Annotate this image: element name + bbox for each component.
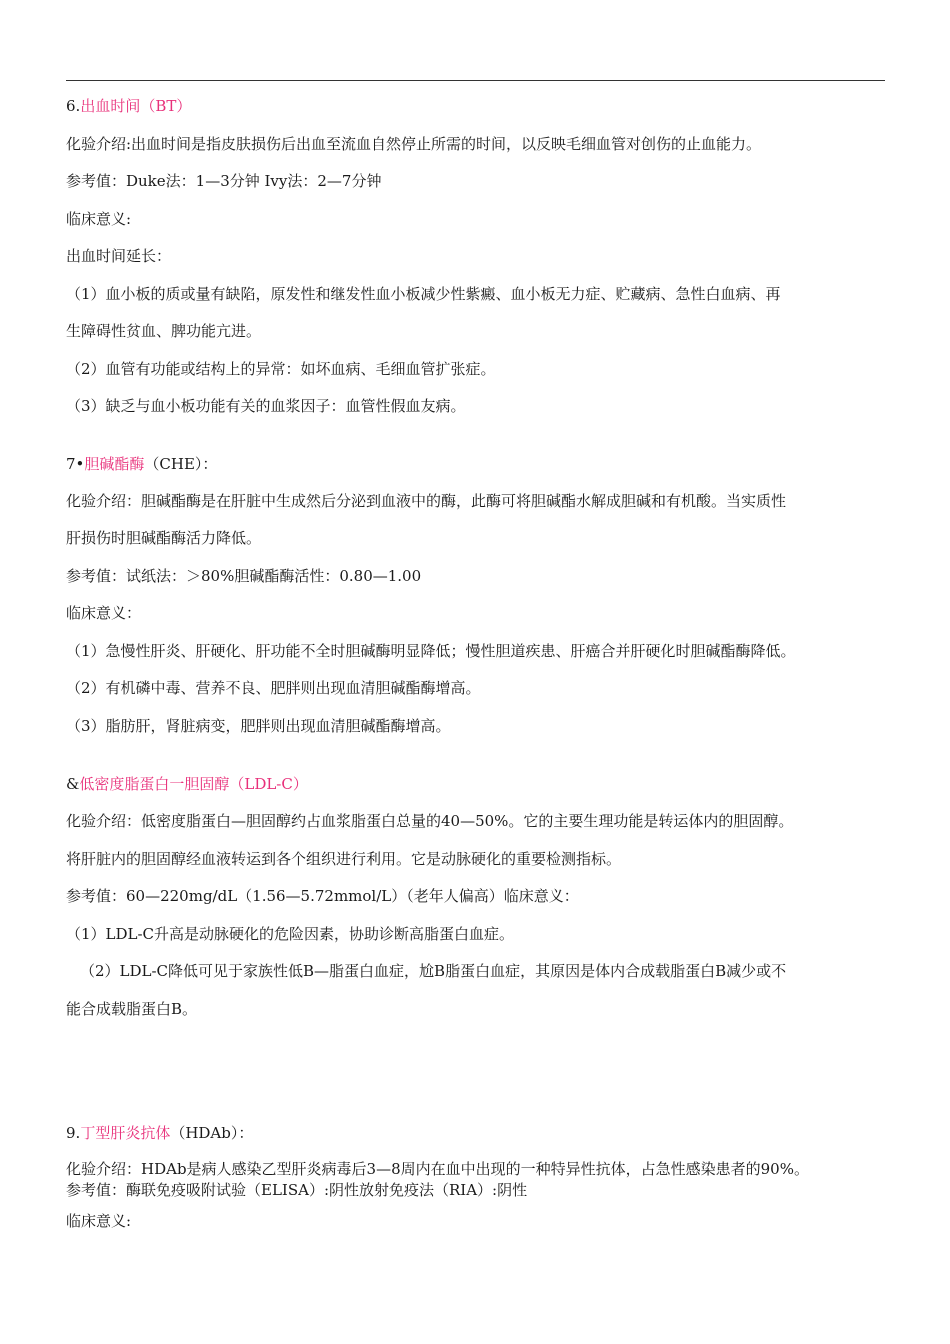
section-7-item: （1）急慢性肝炎、肝硬化、肝功能不全时胆碱酶明显降低；慢性胆道疾患、肝癌合并肝硬化时胆碱酯酶降低。 bbox=[66, 642, 796, 660]
section-8-heading bbox=[66, 774, 308, 794]
section-9-clinical-label: 临床意义: bbox=[66, 1212, 132, 1230]
section-7-item: （3）脂肪肝，肾脏病变，肥胖则出现血清胆碱酯酶增高。 bbox=[66, 717, 451, 735]
section-6-reference: 参考值：Duke法：1—3分钟 Ivy法：2—7分钟 bbox=[66, 172, 382, 190]
header-rule bbox=[66, 80, 885, 81]
section-6-item: （3）缺乏与血小板功能有关的血浆因子：血管性假血友病。 bbox=[66, 397, 466, 415]
section-suffix: （HDAb）： bbox=[170, 1124, 254, 1142]
section-title: 出血时间（BT） bbox=[80, 97, 192, 115]
section-title: 胆碱酯酶 bbox=[84, 455, 145, 473]
section-8-reference: 参考值：60—220mg/dL（1.56—5.72mmol/L）（老年人偏高）临床意义： bbox=[66, 887, 579, 905]
section-6-item: （1）血小板的质或量有缺陷，原发性和继发性血小板减少性紫癜、血小板无力症、贮藏病、急性白血病、再 bbox=[66, 285, 781, 303]
section-6-heading bbox=[66, 96, 191, 116]
section-6-subheading: 出血时间延长： bbox=[66, 247, 172, 265]
section-title: 低密度脂蛋白一胆固醇（LDL-C） bbox=[79, 775, 308, 793]
section-6-intro: 化验介绍:出血时间是指皮肤损伤后出血至流血自然停止所需的时间，以反映毛细血管对创伤的止血能力。 bbox=[66, 135, 762, 153]
section-7-item: （2）有机磷中毒、营养不良、肥胖则出现血清胆碱酯酶增高。 bbox=[66, 679, 481, 697]
section-7-reference: 参考值：试纸法：＞80%胆碱酯酶活性：0.80—1.00 bbox=[66, 567, 422, 585]
section-9-heading bbox=[66, 1123, 253, 1143]
section-9-intro: 化验介绍：HDAb是病人感染乙型肝炎病毒后3—8周内在血中出现的一种特异性抗体，占急性感染患者的90%。 bbox=[66, 1160, 809, 1178]
section-8-intro: 将肝脏内的胆固醇经血液转运到各个组织进行利用。它是动脉硬化的重要检测指标。 bbox=[66, 850, 622, 868]
section-9-reference: 参考值：酶联免疫吸附试验（ELISA）:阴性放射免疫法（RIA）:阴性 bbox=[66, 1181, 528, 1199]
section-8-item: （2）LDL-C降低可见于家族性低B—脂蛋白血症，尬B脂蛋白血症，其原因是体内合成载脂蛋白B减少或不 bbox=[80, 962, 787, 980]
section-6-clinical-label: 临床意义: bbox=[66, 210, 132, 228]
section-8-intro: 化验介绍：低密度脂蛋白—胆固醇约占血浆脂蛋白总量的40—50%。它的主要生理功能是转运体内的胆固醇。 bbox=[66, 812, 794, 830]
section-suffix: （CHE）： bbox=[144, 455, 218, 473]
section-7-intro: 肝损伤时胆碱酯酶活力降低。 bbox=[66, 529, 262, 547]
section-8-item: 能合成载脂蛋白B。 bbox=[66, 1000, 198, 1018]
section-8-item: （1）LDL-C升高是动脉硬化的危险因素，协助诊断高脂蛋白血症。 bbox=[66, 925, 515, 943]
section-number: & bbox=[66, 775, 80, 793]
section-title: 丁型肝炎抗体 bbox=[80, 1124, 171, 1142]
section-7-clinical-label: 临床意义： bbox=[66, 604, 142, 622]
section-6-item: 生障碍性贫血、脾功能亢进。 bbox=[66, 322, 262, 340]
section-7-intro: 化验介绍：胆碱酯酶是在肝脏中生成然后分泌到血液中的酶，此酶可将胆碱酯水解成胆碱和有机酸。当实质性 bbox=[66, 492, 787, 510]
section-6-item: （2）血管有功能或结构上的异常：如坏血病、毛细血管扩张症。 bbox=[66, 360, 496, 378]
section-number: 6. bbox=[66, 97, 81, 115]
section-number: 7• bbox=[66, 455, 85, 473]
section-7-heading bbox=[66, 454, 217, 474]
section-number: 9. bbox=[66, 1124, 81, 1142]
